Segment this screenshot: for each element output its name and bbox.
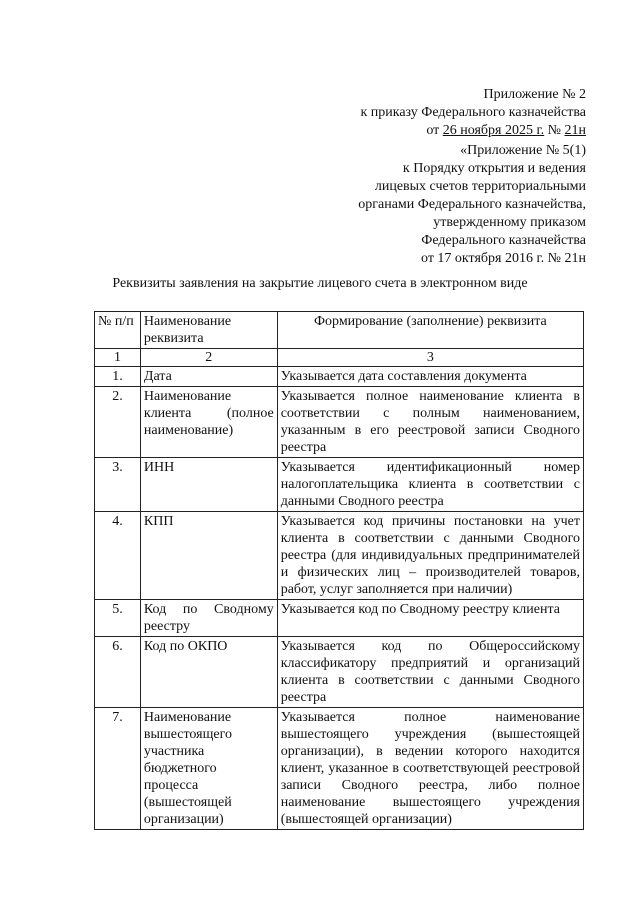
requisite-name: Дата	[140, 367, 277, 387]
appendix-header	[360, 86, 586, 140]
header-line: утвержденному приказом	[433, 215, 586, 230]
document-title: Реквизиты заявления на закрытие лицевого счета в электронном виде	[112, 276, 528, 291]
column-header-name: Наименование реквизита	[140, 312, 277, 349]
requisite-description: Указывается полное наименование клиента в соответствии с полным наименованием, указанным в его реестровой записи Сводного реестра	[277, 387, 583, 458]
table-row	[95, 708, 584, 830]
header-line: от 17 октября 2016 г. № 21н	[421, 251, 586, 266]
column-index: 1	[95, 349, 141, 367]
table-row	[95, 458, 584, 512]
row-number: 5.	[95, 600, 141, 637]
row-number: 6.	[95, 637, 141, 708]
requisites-table	[94, 311, 584, 830]
requisite-name: КПП	[140, 512, 277, 600]
column-index: 2	[140, 349, 277, 367]
requisite-description: Указывается дата составления документа	[277, 367, 583, 387]
order-date-prefix: от	[426, 123, 443, 138]
header-line: Федерального казначейства	[421, 233, 586, 248]
requisite-description: Указывается код причины постановки на учет клиента в соответствии с данными Сводного реестра (для индивидуальных предпринимателей и физических лиц – производителей товаров, работ, услуг заполняется при наличии)	[277, 512, 583, 600]
header-line: органами Федерального казначейства,	[358, 197, 586, 212]
column-index: 3	[277, 349, 583, 367]
requisite-name: Код по Сводному реестру	[140, 600, 277, 637]
table-row	[95, 512, 584, 600]
column-header-fill: Формирование (заполнение) реквизита	[277, 312, 583, 349]
requisite-name: Наименование вышестоящего участника бюджетного процесса (вышестоящей организации)	[140, 708, 277, 830]
requisite-name: Наименование клиента (полное наименование)	[140, 387, 277, 458]
header-line: к Порядку открытия и ведения	[402, 161, 586, 176]
procedure-appendix-header	[358, 142, 586, 268]
row-number: 1.	[95, 367, 141, 387]
column-header-number: № п/п	[95, 312, 141, 349]
table-row	[95, 367, 584, 387]
table-header-row	[95, 312, 584, 349]
requisite-description: Указывается код по Сводному реестру клиента	[277, 600, 583, 637]
order-number: 21н	[564, 123, 586, 138]
header-line: «Приложение № 5(1)	[460, 143, 586, 158]
row-number: 3.	[95, 458, 141, 512]
requisite-name: ИНН	[140, 458, 277, 512]
order-date: 26 ноября 2025 г.	[442, 123, 545, 138]
table-row	[95, 637, 584, 708]
order-reference: к приказу Федерального казначейства	[360, 105, 586, 120]
requisite-description: Указывается полное наименование вышестоящего учреждения (вышестоящей организации), в ведении которого находится клиент, указанное в соответствующей реестровой записи Сводного реестра, либо полное наименование вышестоящего учреждения (вышестоящей организации)	[277, 708, 583, 830]
appendix-number: Приложение № 2	[483, 87, 586, 102]
requisite-description: Указывается идентификационный номер налогоплательщика клиента в соответствии с данными Сводного реестра	[277, 458, 583, 512]
table-row	[95, 387, 584, 458]
row-number: 2.	[95, 387, 141, 458]
table-row	[95, 600, 584, 637]
order-date-line	[360, 122, 586, 140]
order-number-prefix: №	[544, 123, 565, 138]
row-number: 4.	[95, 512, 141, 600]
row-number: 7.	[95, 708, 141, 830]
table-index-row	[95, 349, 584, 367]
requisite-name: Код по ОКПО	[140, 637, 277, 708]
header-line: лицевых счетов территориальными	[374, 179, 586, 194]
requisite-description: Указывается код по Общероссийскому классификатору предприятий и организаций клиента в соответствии с данными Сводного реестра	[277, 637, 583, 708]
